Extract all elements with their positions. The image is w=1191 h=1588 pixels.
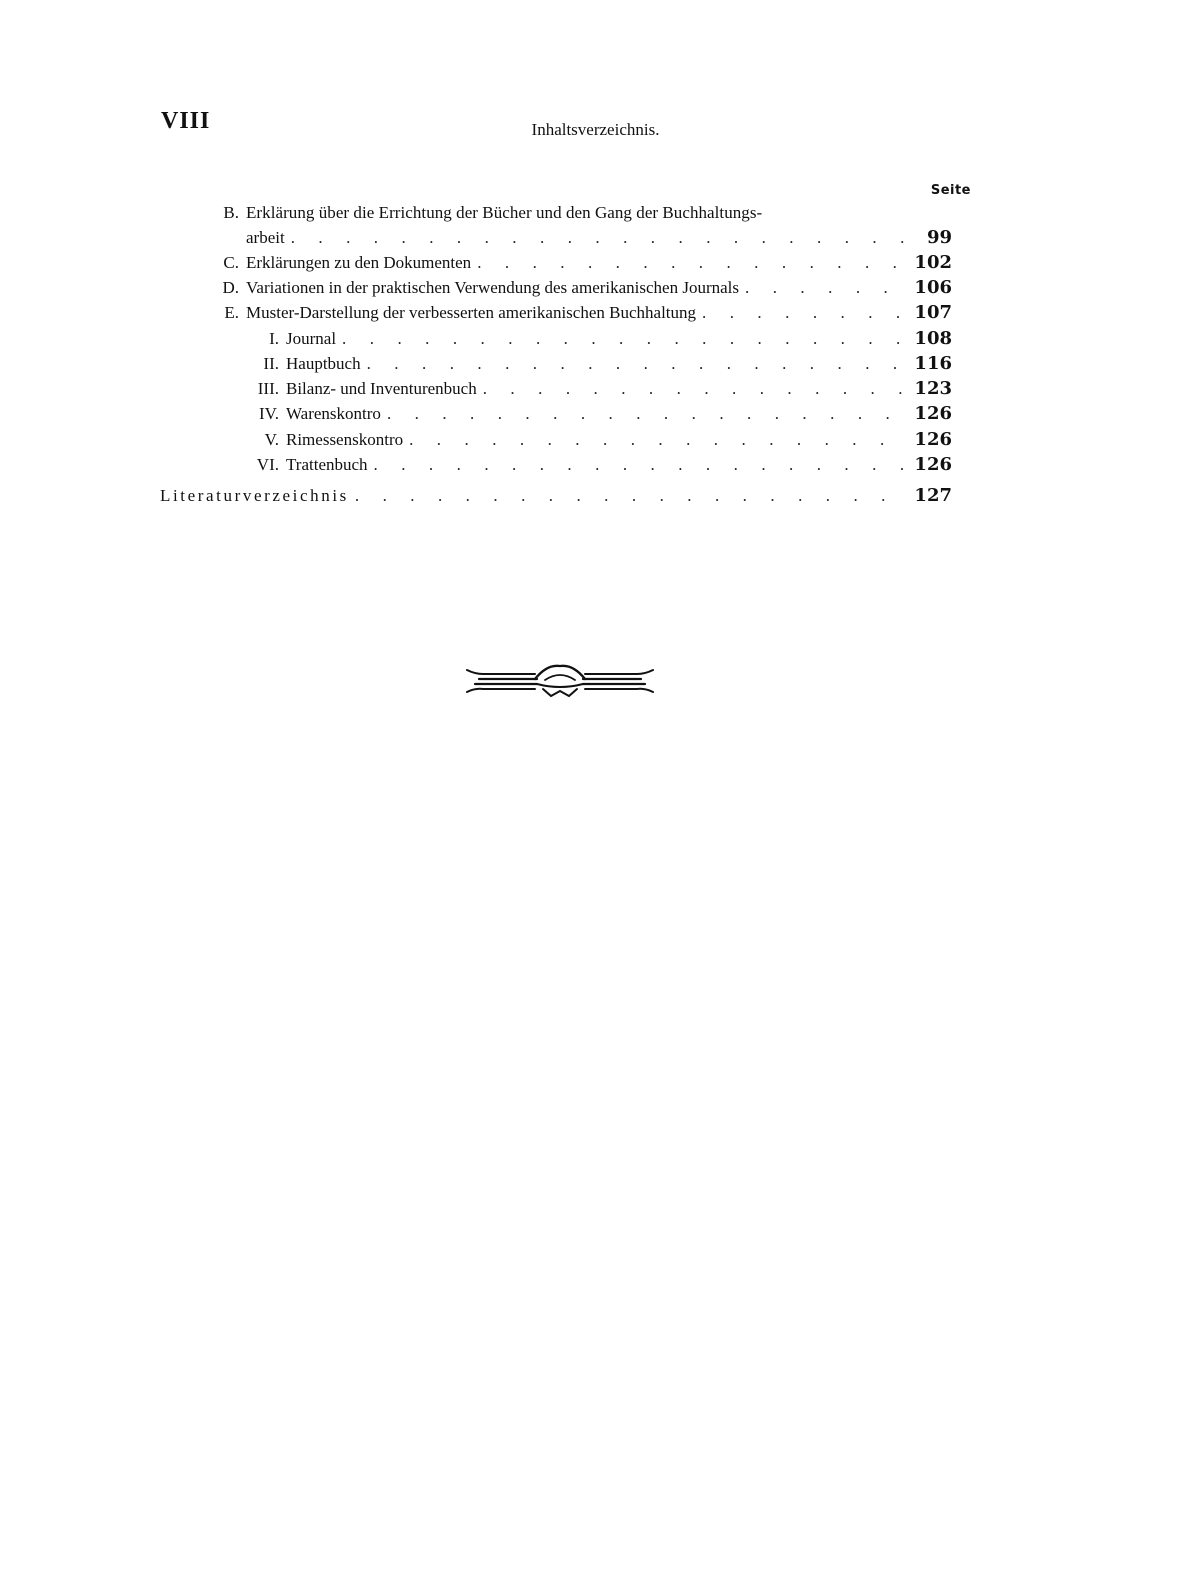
toc-subentry-journal (246, 328, 952, 352)
toc-entry-c (218, 252, 952, 276)
dot-leader (374, 455, 906, 475)
toc-entry-title: Journal (286, 329, 337, 348)
toc-entry-page: 107 (914, 302, 952, 323)
toc-entry-number: C. (223, 253, 239, 272)
toc-entry-title: Hauptbuch (286, 354, 361, 373)
toc-entry-e (218, 302, 952, 326)
toc-entry-page: 108 (914, 328, 952, 349)
toc-entry-page: 99 (926, 227, 952, 248)
toc-entry-page: 126 (914, 429, 952, 450)
toc-entry-d (218, 277, 952, 301)
toc-entry-page: 106 (914, 277, 952, 298)
toc-entry-page: 126 (914, 403, 952, 424)
dot-leader (745, 278, 906, 298)
toc-entry-page: 126 (914, 454, 952, 475)
toc-entry-literaturverzeichnis (160, 485, 952, 509)
page-number: VIII (161, 108, 211, 134)
toc-entry-number: VI. (256, 455, 279, 474)
toc-entry-title: arbeit (246, 228, 285, 247)
toc-entry-title: Rimessenskontro (286, 430, 404, 449)
toc-entry-number: D. (222, 278, 239, 297)
decorative-ornament-icon (465, 660, 655, 702)
toc-entry-title: Trattenbuch (286, 455, 368, 474)
toc-entry-title: Literaturverzeichnis (160, 486, 349, 505)
toc-entry-page: 116 (914, 353, 952, 374)
dot-leader (483, 379, 906, 399)
toc-entry-title: Erklärung über die Errichtung der Bücher und den Gang der Buchhaltungs- (246, 203, 763, 222)
toc-subentry-hauptbuch (246, 353, 952, 377)
toc-subentry-warenskontro (246, 403, 952, 427)
running-title: Inhaltsverzeichnis. (531, 120, 660, 139)
dot-leader (355, 486, 906, 506)
toc-entry-number: II. (263, 354, 279, 373)
dot-leader (367, 354, 906, 374)
page-column-label: Seite (930, 183, 971, 198)
dot-leader (409, 430, 906, 450)
toc-entry-number: V. (264, 430, 279, 449)
toc-entry-number: III. (257, 379, 279, 398)
toc-entry-title: Variationen in der praktischen Verwendung des amerikanischen Journals (246, 278, 740, 297)
dot-leader (387, 404, 906, 424)
toc-entry-b-continued (246, 227, 952, 251)
toc-subentry-bilanz (246, 378, 952, 402)
toc-entry-page: 102 (914, 252, 952, 273)
toc-entry-b (218, 203, 910, 227)
dot-leader (477, 253, 906, 273)
toc-entry-title: Warenskontro (286, 404, 381, 423)
dot-leader (342, 329, 906, 349)
dot-leader (702, 303, 906, 323)
toc-entry-title: Bilanz- und Inventurenbuch (286, 379, 477, 398)
toc-entry-page: 123 (914, 378, 952, 399)
toc-entry-number: I. (269, 329, 279, 348)
toc-subentry-trattenbuch (246, 454, 952, 478)
toc-entry-title: Muster-Darstellung der verbesserten amerikanischen Buchhaltung (246, 303, 697, 322)
toc-entry-number: B. (223, 203, 239, 222)
toc-entry-page: 127 (914, 485, 952, 506)
toc-entry-number: E. (224, 303, 239, 322)
toc-entry-number: IV. (259, 404, 279, 423)
toc-entry-title: Erklärungen zu den Dokumenten (246, 253, 472, 272)
toc-subentry-rimessenskontro (246, 429, 952, 453)
dot-leader (291, 228, 906, 248)
